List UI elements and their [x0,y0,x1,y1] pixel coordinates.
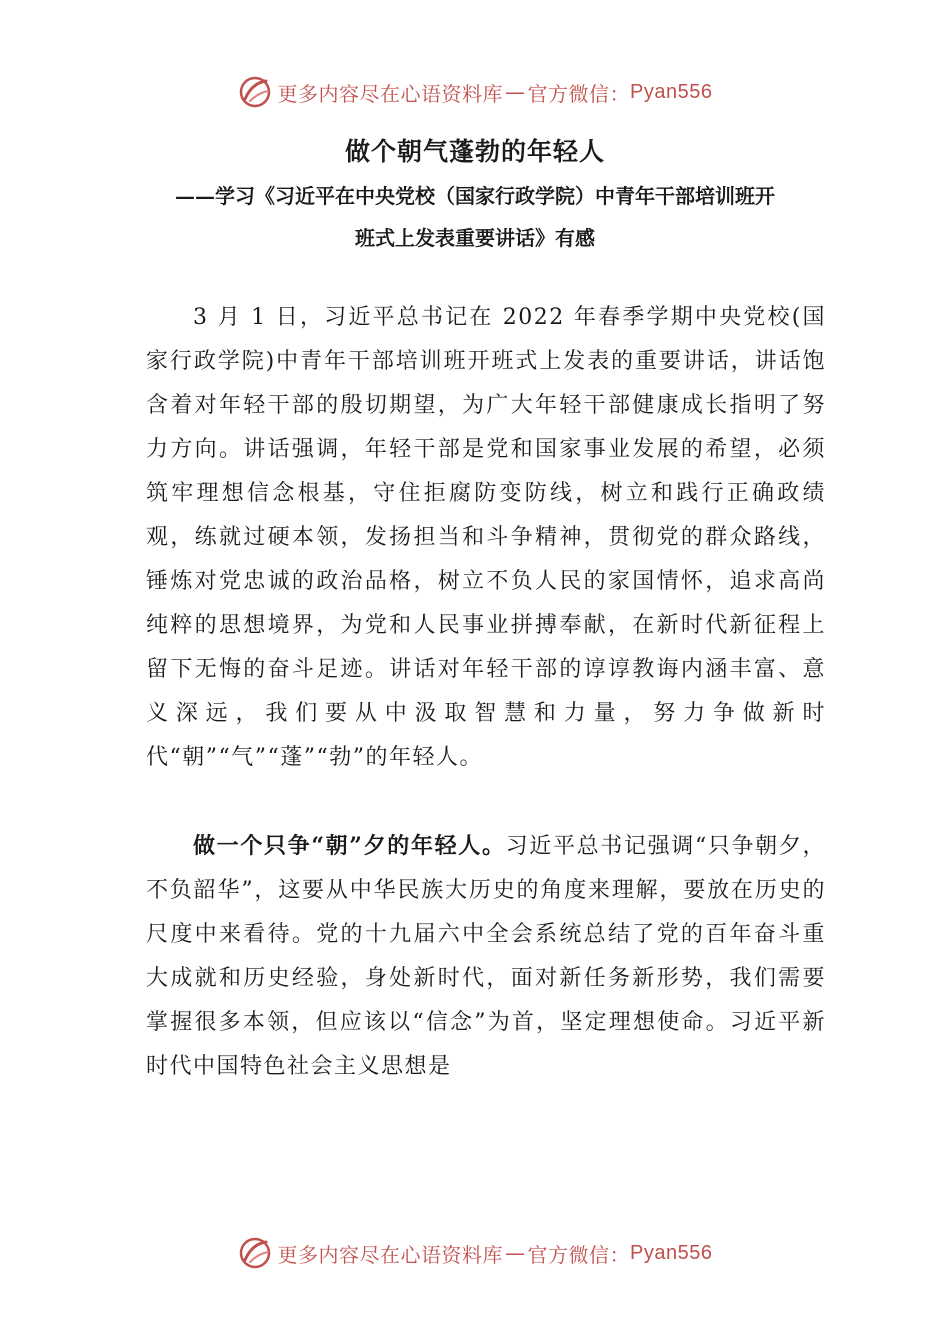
paragraph-1-text: 3 月 1 日，习近平总书记在 2022 年春季学期中央党校(国家行政学院)中青年干部培训班开班式上发表的重要讲话，讲话饱含着对年轻干部的殷切期望，为广大年轻干部健康成长指明了努力方向。讲话强调，年轻干部是党和国家事业发展的希望，必须筑牢理想信念根基，守住拒腐防变防线，树立和践行正确政绩观，练就过硬本领，发扬担当和斗争精神，贯彻党的群众路线，锤炼对党忠诚的政治品格，树立不负人民的家国情怀，追求高尚纯粹的思想境界，为党和人民事业拼搏奉献，在新时代新征程上留下无悔的奋斗足迹。讲话对年轻干部的谆谆教诲内涵丰富、意义深远，我们要从中汲取智慧和力量，努力争做新时代“朝”“气”“蓬”“勃”的年轻人。 [146,305,826,770]
watermark-separator: — [505,80,526,104]
paragraph-2-text: 习近平总书记强调“只争朝夕，不负韶华”，这要从中华民族大历史的角度来理解，要放在历史的尺度中来看待。党的十九届六中全会系统总结了党的百年奋斗重大成就和历史经验，身处新时代，面对新任务新形势，我们需要掌握很多本领，但应该以“信念”为首，坚定理想使命。习近平新时代中国特色社会主义思想是 [146,834,827,1079]
paragraph-2-lead: 做一个只争“朝”夕的年轻人。 [193,833,506,859]
footer-watermark [0,1233,950,1273]
watermark-wechat-label: 官方微信： [527,1242,631,1267]
watermark-text: 更多内容尽在心语资料库 [277,1242,504,1267]
document-title: 做个朝气蓬勃的年轻人 [344,137,605,166]
watermark-text: 更多内容尽在心语资料库 [277,81,504,106]
header-watermark [0,72,950,112]
brand-logo-icon [238,75,272,109]
document-subtitle-line2: 班式上发表重要讲话》有感 [355,226,595,250]
watermark-wechat-label: 官方微信： [527,81,631,106]
watermark-wechat-id: Pyan556 [630,1241,713,1264]
brand-logo-icon [238,1236,272,1270]
paragraph-1 [146,296,826,780]
watermark-wechat-id: Pyan556 [630,80,713,103]
paragraph-2 [146,824,826,1089]
document-subtitle-line1: ——学习《习近平在中央党校（国家行政学院）中青年干部培训班开 [175,184,775,208]
watermark-separator: — [505,1241,526,1265]
paragraph-2-body [146,824,826,1089]
